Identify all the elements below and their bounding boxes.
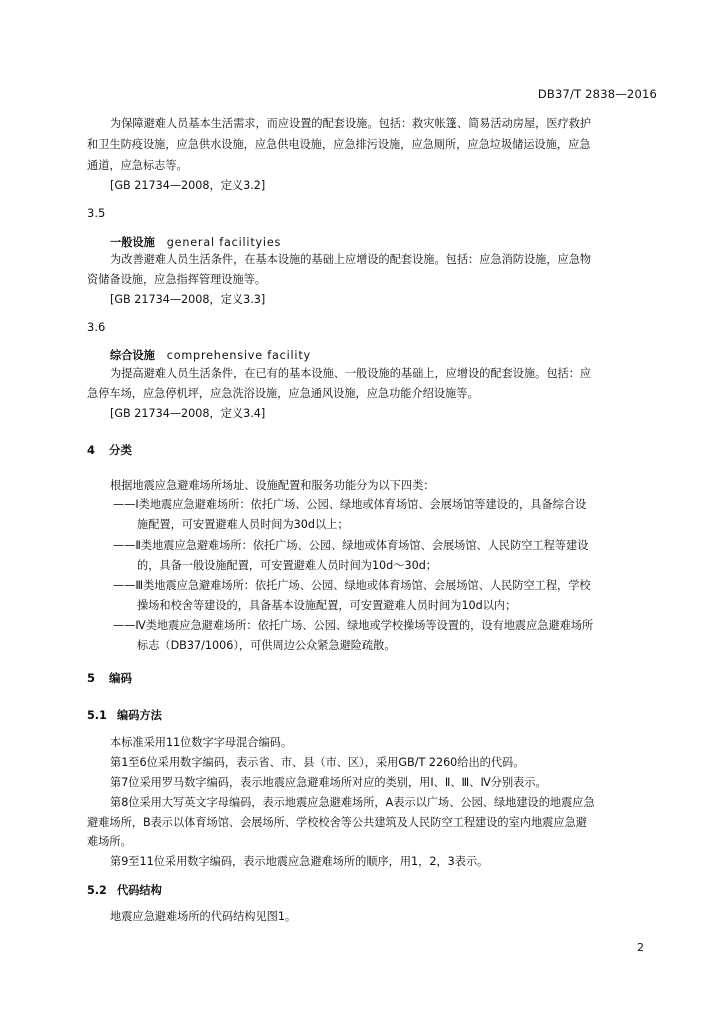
list-item: ——Ⅲ类地震应急避难场所：依托广场、公园、绿地或体育场馆、会展场馆、人民防空工程，学校	[113, 579, 591, 592]
paragraph-line: 难场所。	[87, 835, 132, 848]
page-number: 2	[637, 941, 644, 954]
list-item-cont: 操场和校舍等建设的，具备基本设施配置，可安置避难人员时间为10d以内；	[137, 599, 517, 612]
paragraph-line: 为保障避难人员基本生活需求，而应设置的配套设施。包括：救灾帐篷、简易活动房屋，医疗救护	[110, 117, 592, 130]
paragraph-line: 根据地震应急避难场所场址、设施配置和服务功能分为以下四类：	[110, 479, 435, 492]
section-number: 4	[87, 443, 96, 457]
paragraph-line: 和卫生防疫设施，应急供水设施，应急供电设施，应急排污设施，应急厕所，应急垃圾储运设施，应急	[87, 138, 591, 151]
paragraph-line: 第8位采用大写英文字母编码，表示地震应急避难场所，A表示以广场、公园、绿地建设的地震应急	[110, 796, 595, 809]
paragraph-line: 急停车场，应急停机坪，应急洗浴设施，应急通风设施，应急功能介绍设施等。	[87, 387, 479, 400]
standard-id: DB37/T 2838—2016	[537, 87, 657, 101]
list-item: ——Ⅰ类地震应急避难场所：依托广场、公园、绿地或体育场馆、会展场馆等建设的，具备综合设	[113, 498, 587, 511]
paragraph-line: 第7位采用罗马数字编码，表示地震应急避难场所对应的类别，用Ⅰ、Ⅱ、Ⅲ、Ⅳ分别表示。	[110, 776, 547, 789]
term-en: general facilityies	[166, 236, 282, 249]
section-title: 编码	[109, 671, 132, 685]
paragraph-line: 第9至11位采用数字编码，表示地震应急避难场所的顺序，用1，2，3表示。	[110, 855, 489, 868]
term-zh: 综合设施	[110, 349, 155, 362]
subsection-title: 代码结构	[117, 884, 162, 897]
reference: [GB 21734—2008，定义3.4]	[110, 407, 266, 420]
list-item-cont: 标志（DB37/1006），可供周边公众紧急避险疏散。	[137, 639, 396, 652]
reference: [GB 21734—2008，定义3.3]	[110, 293, 266, 306]
subsection-heading	[87, 707, 162, 723]
paragraph-line: 地震应急避难场所的代码结构见图1。	[110, 910, 297, 923]
term-en: comprehensive facility	[166, 349, 311, 362]
paragraph-line: 资储备设施，应急指挥管理设施等。	[87, 273, 267, 286]
reference: [GB 21734—2008，定义3.2]	[110, 179, 266, 192]
term-zh: 一般设施	[110, 236, 155, 249]
term	[110, 234, 281, 250]
paragraph-line: 为提高避难人员生活条件，在已有的基本设施、一般设施的基础上，应增设的配套设施。包括：应	[110, 367, 592, 380]
subsection-heading	[87, 882, 162, 898]
paragraph-line: 第1至6位采用数字编码，表示省、市、县（市、区），采用GB/T 2260给出的代码。	[110, 756, 525, 769]
list-item-cont: 施配置，可安置避难人员时间为30d以上；	[137, 518, 349, 531]
paragraph-line: 为改善避难人员生活条件，在基本设施的基础上应增设的配套设施。包括：应急消防设施，应急物	[110, 253, 592, 266]
subsection-title: 编码方法	[117, 709, 162, 722]
list-item-cont: 的，具备一般设施配置，可安置避难人员时间为10d～30d；	[137, 559, 437, 572]
paragraph-line: 本标准采用11位数字字母混合编码。	[110, 736, 293, 749]
list-item: ——Ⅳ类地震应急避难场所：依托广场、公园、绿地或学校操场等设置的，设有地震应急避难场所	[113, 619, 594, 632]
section-heading	[87, 442, 132, 458]
term	[110, 347, 311, 363]
subsection-number: 5.1	[87, 709, 107, 722]
clause-number: 3.5	[87, 206, 106, 220]
section-number: 5	[87, 671, 96, 685]
section-heading	[87, 670, 132, 686]
paragraph-line: 避难场所，B表示以体育场馆、会展场所、学校校舍等公共建筑及人民防空工程建设的室内地震应急避	[87, 816, 587, 829]
subsection-number: 5.2	[87, 884, 107, 897]
list-item: ——Ⅱ类地震应急避难场所：依托广场、公园、绿地或体育场馆、会展场馆、人民防空工程等建设	[113, 539, 589, 552]
section-title: 分类	[109, 443, 132, 457]
paragraph-line: 通道，应急标志等。	[87, 159, 188, 172]
clause-number: 3.6	[87, 320, 106, 334]
